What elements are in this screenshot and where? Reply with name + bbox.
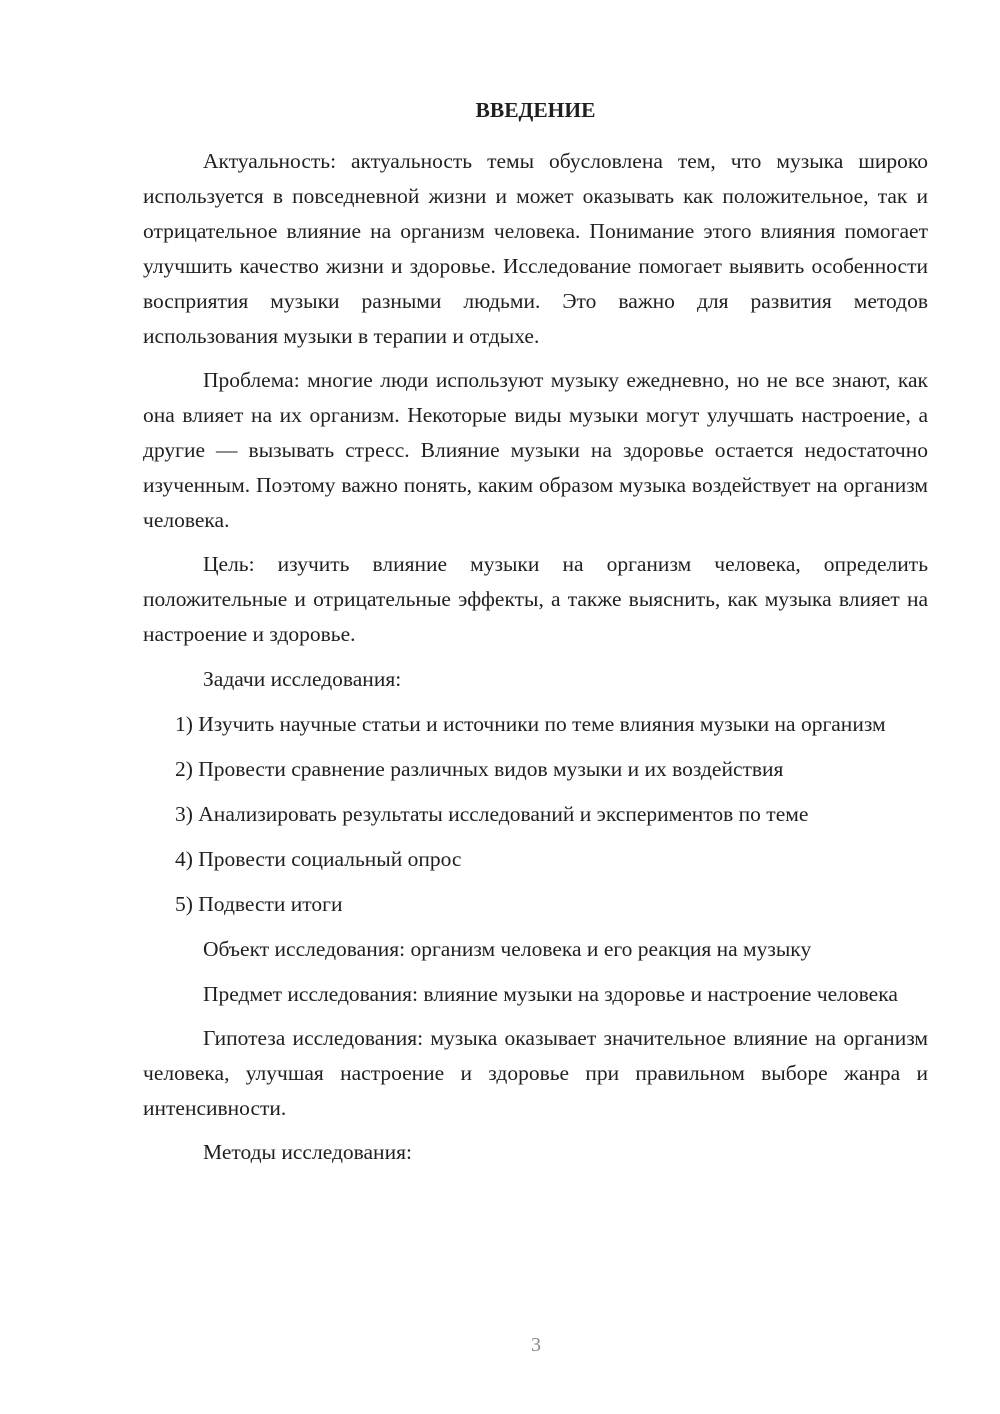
list-item-task-5: 5) Подвести итоги (175, 892, 343, 916)
list-item-task-2: 2) Провести сравнение различных видов музыки и их воздействия (175, 757, 784, 781)
paragraph-object: Объект исследования: организм человека и его реакция на музыку (203, 937, 812, 961)
paragraph-goal: Цель: изучить влияние музыки на организм человека, определить положительные и отрицательные эффекты, а также выяснить, как музыка влияет на настроение и здоровье. (143, 552, 928, 646)
paragraph-tasks-heading: Задачи исследования: (203, 667, 402, 691)
list-item-task-4: 4) Провести социальный опрос (175, 847, 462, 871)
list-item-task-3: 3) Анализировать результаты исследований и экспериментов по теме (175, 802, 809, 826)
paragraph-problem: Проблема: многие люди используют музыку ежедневно, но не все знают, как она влияет на их организм. Некоторые виды музыки могут улучшать настроение, а другие — вызывать стресс. Влияние музыки на здоровье остается недостаточно изученным. Поэтому важно понять, каким образом музыка воздействует на организм человека. (143, 368, 928, 532)
document-page (143, 96, 928, 1179)
paragraph-subject: Предмет исследования: влияние музыки на здоровье и настроение человека (203, 982, 898, 1006)
paragraph-relevance: Актуальность: актуальность темы обусловлена тем, что музыка широко используется в повседневной жизни и может оказывать как положительное, так и отрицательное влияние на организм человека. Понимание этого влияния помогает улучшить качество жизни и здоровье. Исследование помогает выявить особенности восприятия музыки разными людьми. Это важно для развития методов использования музыки в терапии и отдыхе. (143, 149, 928, 348)
page-number: 3 (531, 1334, 541, 1356)
page-heading: ВВЕДЕНИЕ (475, 98, 596, 122)
paragraph-methods-heading: Методы исследования: (203, 1140, 412, 1164)
paragraph-hypothesis: Гипотеза исследования: музыка оказывает значительное влияние на организм человека, улучшая настроение и здоровье при правильном выборе жанра и интенсивности. (143, 1026, 928, 1120)
list-item-task-1: 1) Изучить научные статьи и источники по теме влияния музыки на организм (175, 712, 886, 736)
